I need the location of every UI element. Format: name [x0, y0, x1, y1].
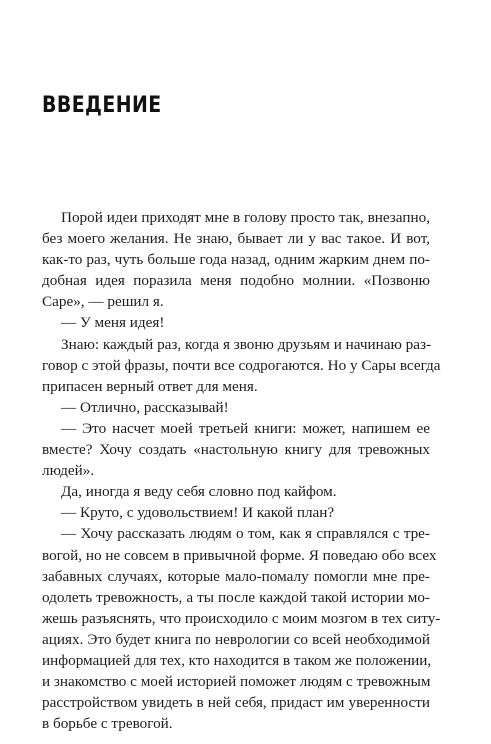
text-line: — У меня идея!	[61, 314, 165, 332]
text-line: как-то раз, чуть больше года назад, одним жарким днем по-	[42, 251, 430, 269]
text-line: расстройством увидеть в ней себя, придаст им уверенности	[42, 694, 430, 712]
text-line: вместе? Хочу создать «настольную книгу для тревожных	[42, 441, 430, 459]
text-line: информацией для тех, кто находится в таком же положении,	[42, 651, 432, 669]
text-line: Да, иногда я веду себя словно под кайфом.	[61, 483, 337, 501]
text-line: одолеть тревожность, а ты после каждой такой истории мо-	[42, 588, 430, 606]
text-line: — Это насчет моей третьей книги: может, напишем ее	[61, 419, 430, 437]
text-line: в борьбе с тревогой.	[42, 715, 173, 733]
chapter-title: ВВЕДЕНИЕ	[42, 93, 162, 118]
text-line: говор с этой фразы, почти все содрогаются. Но у Сары всегда	[42, 356, 441, 374]
text-line: забавных случаях, которые мало-помалу помогли мне пре-	[42, 567, 430, 585]
text-line: — Отлично, рассказывай!	[61, 398, 229, 416]
text-line: припасен верный ответ для меня.	[42, 377, 258, 395]
text-line: без моего желания. Не знаю, бывает ли у вас такое. И вот,	[42, 230, 430, 248]
text-line: добная идея поразила меня подобно молнии. «Позвоню	[42, 272, 430, 290]
text-line: ациях. Это будет книга по неврологии со всей необходимой	[42, 630, 430, 648]
body-text	[42, 207, 441, 734]
text-line: и знакомство с моей историей поможет людям с тревожным	[42, 673, 431, 691]
text-line: жешь разъяснять, что происходило с моим мозгом в тех ситу-	[42, 609, 441, 627]
text-line: Знаю: каждый раз, когда я звоню друзьям и начинаю раз-	[61, 335, 432, 353]
text-line: людей».	[42, 462, 95, 480]
text-line: вогой, но не совсем в привычной форме. Я поведаю обо всех	[42, 546, 437, 564]
text-line: Саре», — решил я.	[42, 293, 164, 311]
text-line: — Круто, с удовольствием! И какой план?	[61, 504, 335, 522]
text-line: — Хочу рассказать людям о том, как я справлялся с тре-	[61, 525, 430, 543]
text-line: Порой идеи приходят мне в голову просто так, внезапно,	[61, 209, 430, 226]
